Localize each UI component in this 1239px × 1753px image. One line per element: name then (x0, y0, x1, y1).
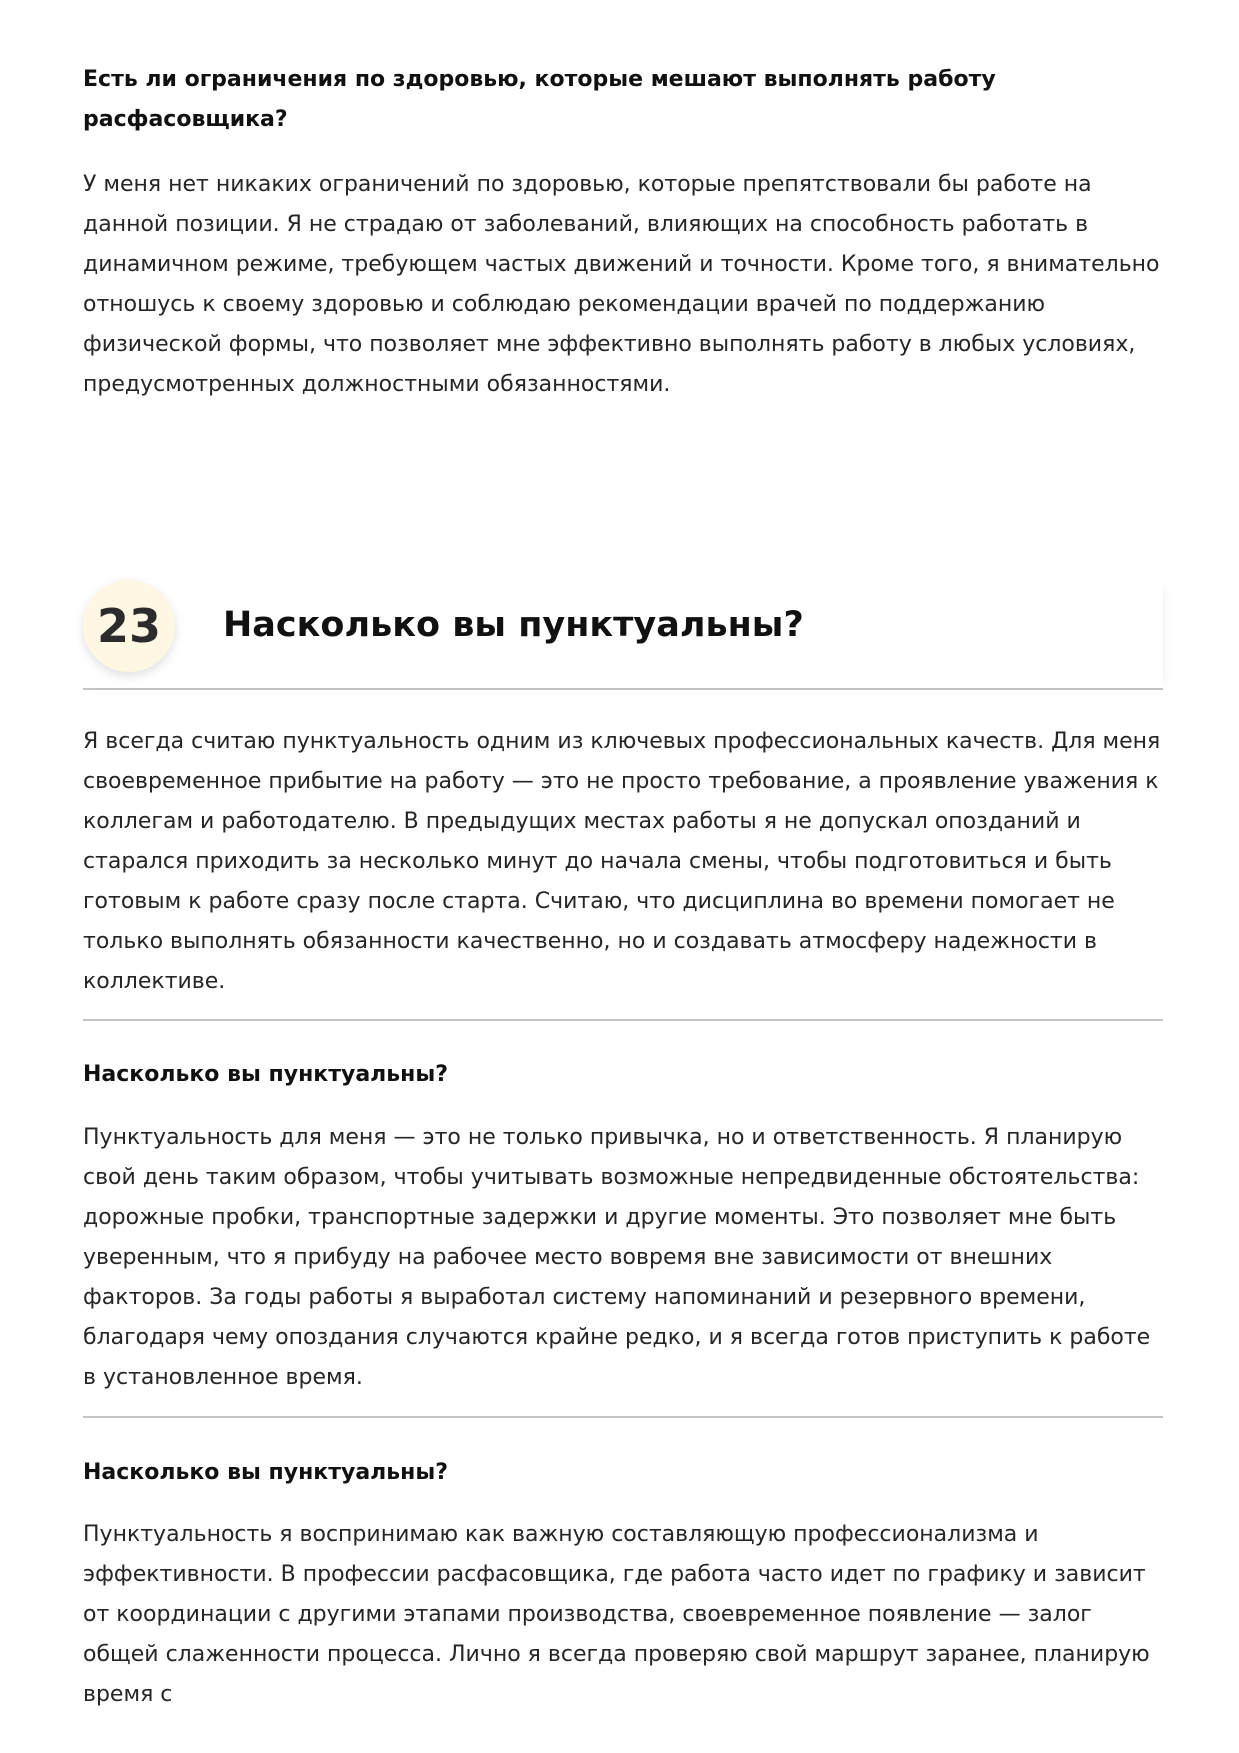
divider (83, 1416, 1163, 1418)
qa-question-heading: Насколько вы пунктуальны? (83, 1062, 449, 1087)
qa-answer-text: Пунктуальность для меня — это не только привычка, но и ответственность. Я планирую свой день таким образом, чтобы учитывать возможные непредвиденные обстоятельства: дорожные пробки, транспортные задержки и другие моменты. Это позволяет мне быть уверенным, что я прибуду на рабочее место вовремя вне зависимости от внешних факторов. За годы работы я выработал систему напоминаний и резервного времени, благодаря чему опоздания случаются крайне редко, и я всегда готов приступить к работе в установленное время. (83, 1125, 1151, 1390)
section-intro-text: Я всегда считаю пунктуальность одним из ключевых профессиональных качеств. Для меня своевременное прибытие на работу — это не просто требование, а проявление уважения к коллегам и работодателю. В предыдущих местах работы я не допускал опозданий и старался приходить за несколько минут до начала смены, чтобы подготовиться и быть готовым к работе сразу после старта. Считаю, что дисциплина во времени помогает не только выполнять обязанности качественно, но и создавать атмосферу надежности в коллективе. (83, 729, 1161, 994)
divider (83, 1019, 1163, 1021)
section-title: Насколько вы пунктуальны? (223, 605, 804, 645)
previous-question-heading: Есть ли ограничения по здоровью, которые мешают выполнять работу расфасовщика? (83, 67, 996, 132)
qa-answer-text: Пунктуальность я воспринимаю как важную составляющую профессионализма и эффективности. В профессии расфасовщика, где работа часто идет по графику и зависит от координации с другими этапами производства, своевременное появление — залог общей слаженности процесса. Лично я всегда проверяю свой маршрут заранее, планирую время с (83, 1522, 1150, 1707)
section-header (83, 580, 1163, 690)
previous-answer-text: У меня нет никаких ограничений по здоровью, которые препятствовали бы работе на данной позиции. Я не страдаю от заболеваний, влияющих на способность работать в динамичном режиме, требующем частых движений и точности. Кроме того, я внимательно отношусь к своему здоровью и соблюдаю рекомендации врачей по поддержанию физической формы, что позволяет мне эффективно выполнять работу в любых условиях, предусмотренных должностными обязанностями. (83, 172, 1160, 397)
section-number-badge: 23 (83, 580, 175, 672)
qa-question-heading: Насколько вы пунктуальны? (83, 1460, 449, 1485)
